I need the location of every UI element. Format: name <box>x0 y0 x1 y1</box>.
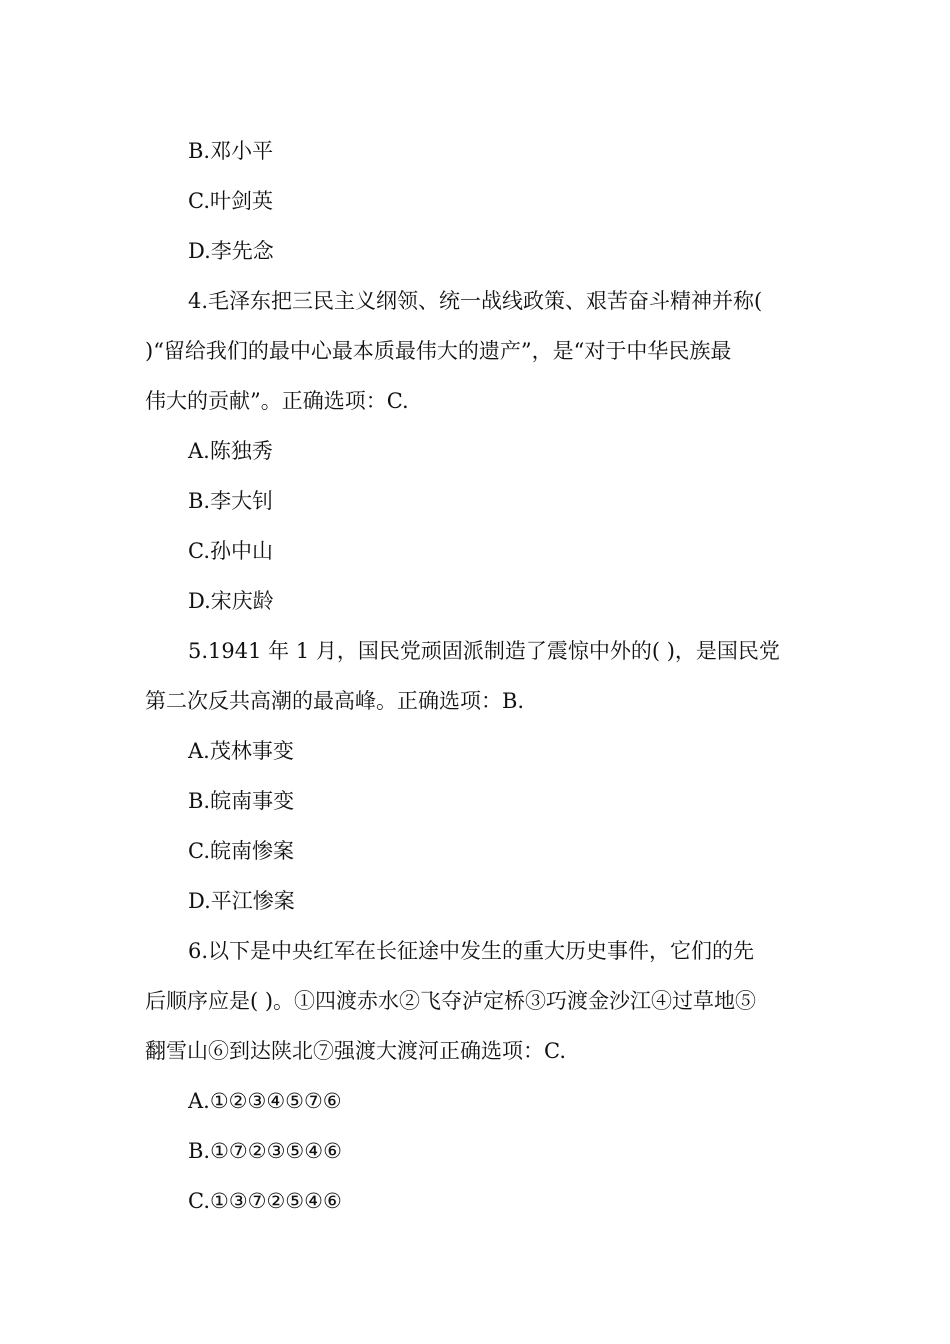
option-line: A.茂林事变 <box>188 739 294 763</box>
option-line: D.宋庆龄 <box>188 589 274 613</box>
question-6-line-2: 后顺序应是( )。①四渡赤水②飞夺泸定桥③巧渡金沙江④过草地⑤ <box>145 989 757 1013</box>
document-body <box>145 126 807 1226</box>
option-line: B.①⑦②③⑤④⑥ <box>188 1139 342 1163</box>
option-line: A.陈独秀 <box>188 439 273 463</box>
question-5-line-2: 第二次反共高潮的最高峰。正确选项：B. <box>145 689 525 713</box>
question-4-line-3: 伟大的贡献”。正确选项：C. <box>145 389 409 413</box>
option-line: B.李大钊 <box>188 489 274 513</box>
option-line: D.李先念 <box>188 239 274 263</box>
question-4-line-1: 4.毛泽东把三民主义纲领、统一战线政策、艰苦奋斗精神并称( <box>188 289 763 313</box>
option-line: B.皖南事变 <box>188 789 295 813</box>
option-line: A.①②③④⑤⑦⑥ <box>188 1089 342 1113</box>
question-6-line-3: 翻雪山⑥到达陕北⑦强渡大渡河正确选项：C. <box>145 1039 566 1063</box>
option-line: C.皖南惨案 <box>188 839 294 863</box>
option-line: B.邓小平 <box>188 139 274 163</box>
question-6-line-1: 6.以下是中央红军在长征途中发生的重大历史事件，它们的先 <box>188 939 755 963</box>
question-4-line-2: )“留给我们的最中心最本质最伟大的遗产”，是“对于中华民族最 <box>145 339 732 363</box>
question-5-line-1: 5.1941 年 1 月，国民党顽固派制造了震惊中外的( )，是国民党 <box>188 639 780 663</box>
option-line: C.叶剑英 <box>188 189 273 213</box>
option-line: C.孙中山 <box>188 539 273 563</box>
option-line: D.平江惨案 <box>188 889 295 913</box>
option-line: C.①③⑦②⑤④⑥ <box>188 1189 342 1213</box>
